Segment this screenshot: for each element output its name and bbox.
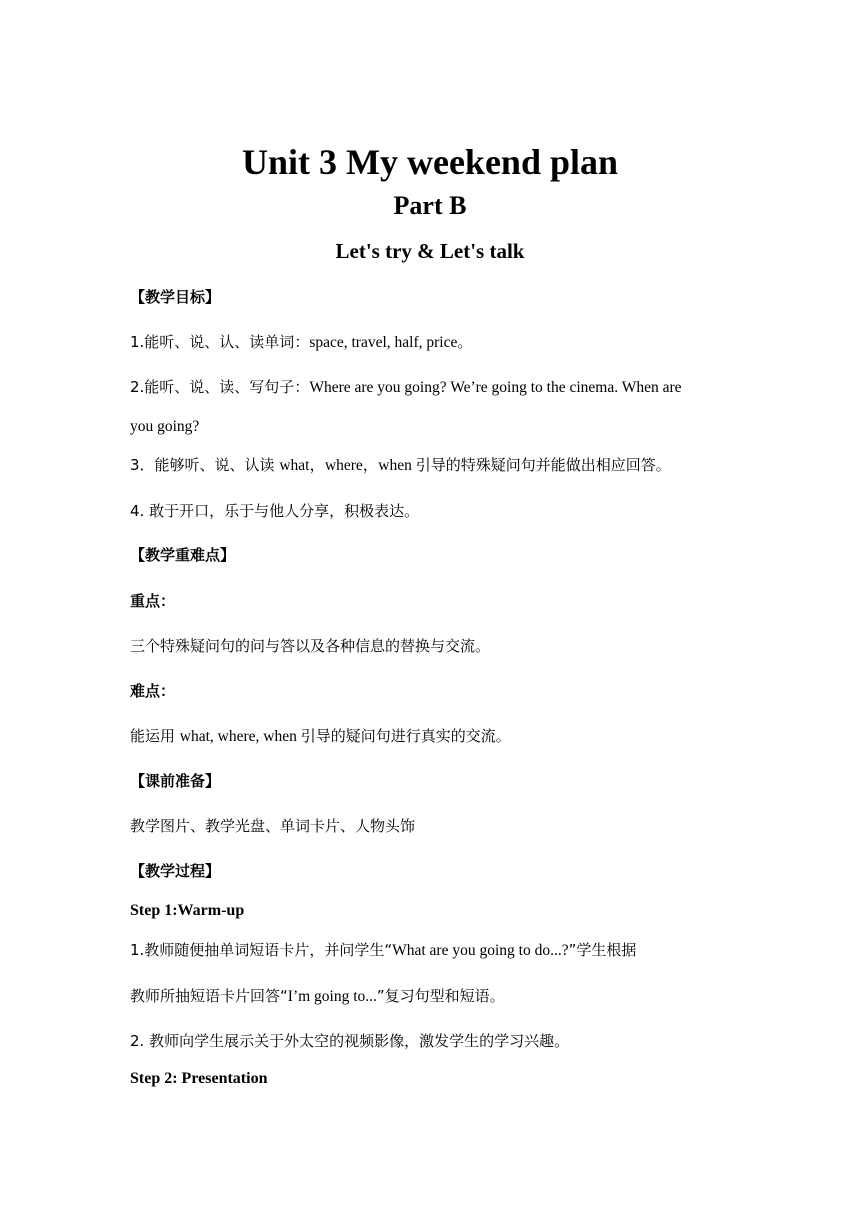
- process-heading: 【教学过程】: [130, 862, 221, 880]
- objective-4: [130, 500, 740, 522]
- step-1-title: Step 1:Warm-up: [130, 902, 245, 919]
- step-1-item-1-b: ”学生根据: [568, 941, 637, 959]
- step-1-item-1-question: What are you going to do...?: [392, 942, 569, 959]
- difficulty-text: [130, 725, 740, 748]
- difficulty-suffix: 引导的疑问句进行真实的交流。: [300, 727, 511, 745]
- objective-2-sentences-continued: you going?: [130, 418, 200, 435]
- objective-2-sentences: Where are you going? We’re going to the cinema. When are: [309, 379, 682, 396]
- step-1-item-1-a: 1.教师随便抽单词短语卡片，并问学生“: [130, 941, 393, 959]
- objective-3: [130, 454, 740, 477]
- preparation-heading: 【课前准备】: [130, 772, 221, 790]
- objective-1-suffix: 。: [457, 333, 473, 351]
- step-1-item-1-answer: I’m going to...: [287, 988, 377, 1005]
- objective-2: [130, 376, 740, 399]
- difficulty-words: what, where, when: [179, 728, 301, 745]
- key-points-heading: 【教学重难点】: [130, 546, 236, 564]
- objective-4-text: 4. 敢于开口，乐于与他人分享，积极表达。: [130, 502, 420, 520]
- difficulty-prefix: 能运用: [130, 727, 180, 745]
- part-title: Part B: [393, 191, 467, 220]
- objective-3-suffix: 引导的特殊疑问句并能做出相应回答。: [415, 456, 671, 474]
- step-1-item-1-continued: [130, 985, 740, 1008]
- objective-1: [130, 331, 740, 354]
- section-title: Let's try & Let's talk: [335, 239, 525, 263]
- step-1-item-2: 2. 教师向学生展示关于外太空的视频影像，激发学生的学习兴趣。: [130, 1032, 570, 1050]
- focus-text: 三个特殊疑问句的问与答以及各种信息的替换与交流。: [130, 637, 491, 655]
- objective-3-prefix: 3．能够听、说、认读: [130, 456, 280, 474]
- objective-2-prefix: 2.能听、说、读、写句子：: [130, 378, 310, 396]
- unit-title: Unit 3 My weekend plan: [241, 142, 619, 182]
- objective-2-continued: [130, 415, 740, 438]
- focus-label: 重点：: [130, 592, 176, 610]
- step-2-title: Step 2: Presentation: [130, 1070, 268, 1087]
- objective-1-prefix: 1.能听、说、认、读单词：: [130, 333, 310, 351]
- step-1-item-1-c: 教师所抽短语卡片回答“: [130, 987, 288, 1005]
- preparation-text: 教学图片、教学光盘、单词卡片、人物头饰: [130, 817, 416, 835]
- objectives-heading: 【教学目标】: [130, 288, 221, 306]
- step-1-item-1: [130, 939, 740, 962]
- objective-3-words: what，where，when: [279, 457, 416, 474]
- difficulty-label: 难点：: [130, 682, 176, 700]
- step-1-item-1-d: ”复习句型和短语。: [376, 987, 505, 1005]
- objective-1-words: space, travel, half, price: [309, 334, 458, 351]
